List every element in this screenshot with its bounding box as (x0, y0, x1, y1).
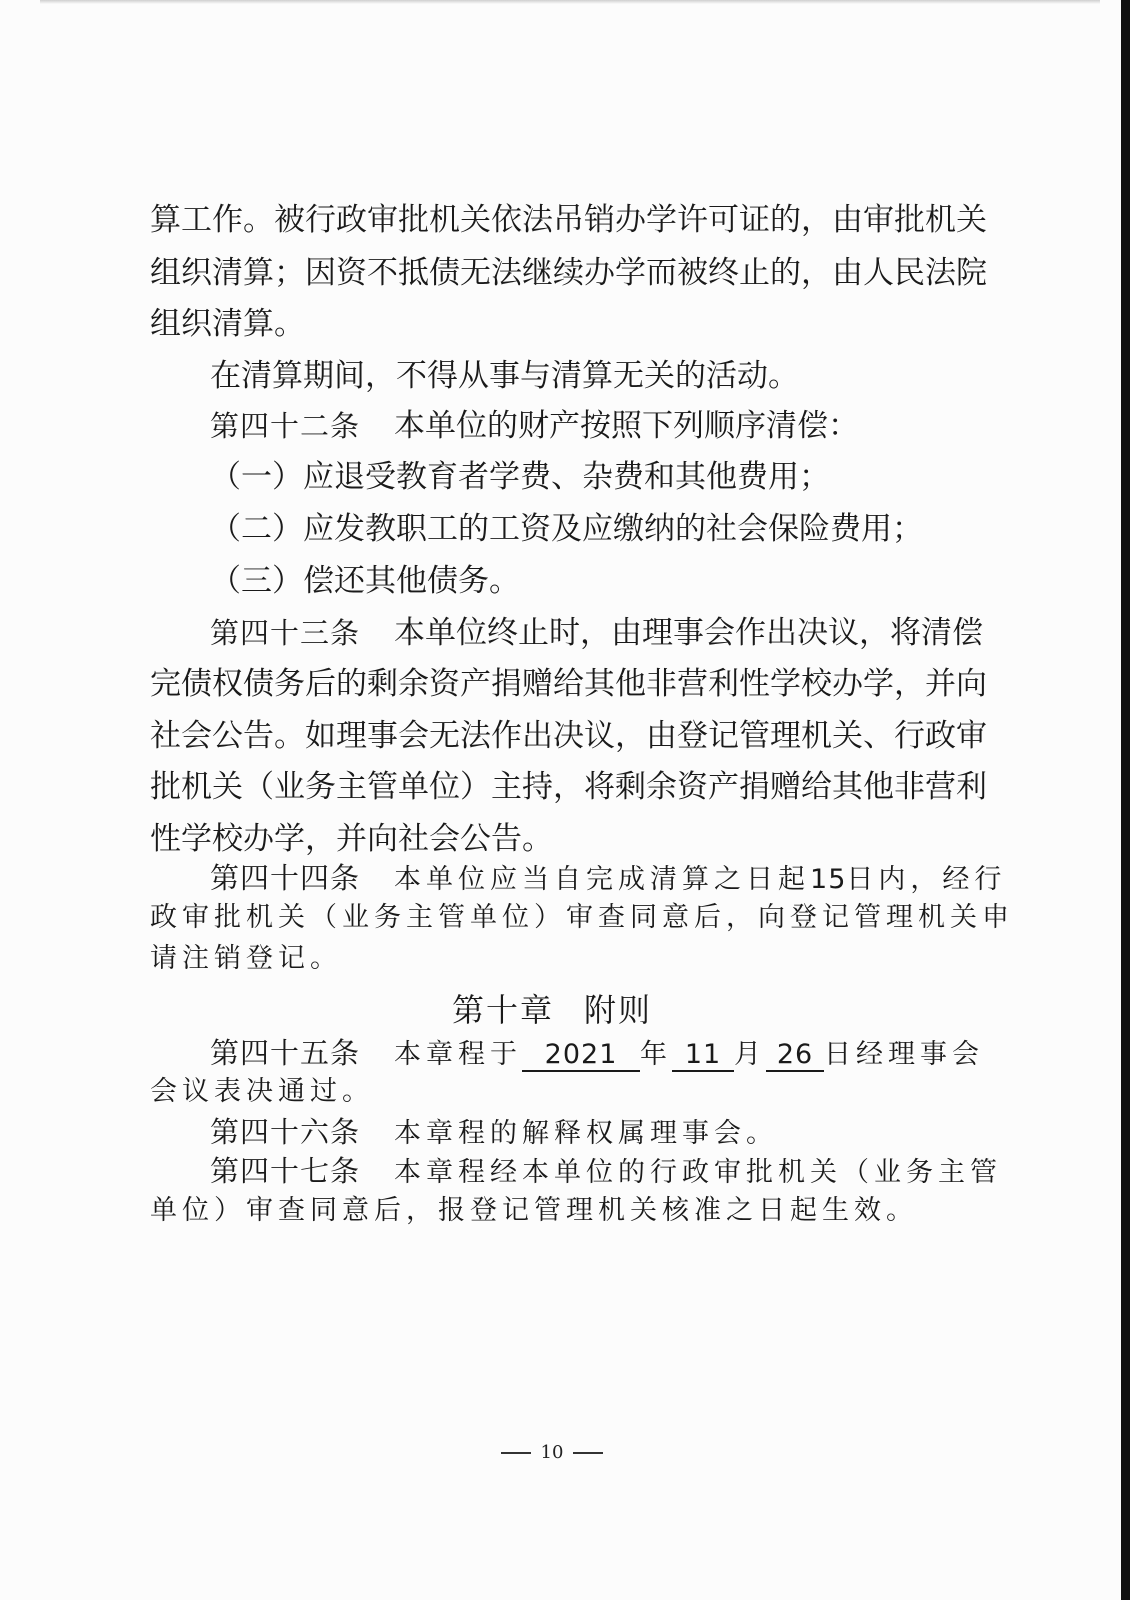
article-number: 第四十四条 (210, 861, 361, 895)
chapter-name: 附则 (584, 991, 653, 1029)
article-text: 日经理事会 (824, 1039, 985, 1070)
article-number: 第四十七条 (210, 1154, 361, 1188)
chapter-title: 第十章 (451, 991, 554, 1029)
page-number: 10 (540, 1442, 564, 1463)
month-field: 11 (672, 1040, 734, 1072)
article-text: 本章程于 (394, 1039, 523, 1070)
list-item: （二）应发教职工的工资及应缴纳的社会保险费用； (210, 511, 923, 547)
text-line: 在清算期间，不得从事与清算无关的活动。 (210, 358, 799, 394)
text-line: 请注销登记。 (150, 943, 342, 974)
text-line: 组织清算；因资不抵债无法继续办学而被终止的，由人民法院 (150, 255, 987, 291)
article-text: 本章程经本单位的行政审批机关（业务主管 (394, 1157, 1003, 1188)
text-line: 完债权债务后的剩余资产捐赠给其他非营利性学校办学，并向 (150, 666, 987, 702)
article-44 (210, 860, 1006, 896)
text-line: 会议表决通过。 (150, 1076, 374, 1107)
text-line: 单位）审查同意后，报登记管理机关核准之日起生效。 (150, 1195, 918, 1226)
dash-right (573, 1452, 603, 1454)
article-number: 第四十三条 (210, 616, 361, 650)
article-number: 第四十二条 (210, 409, 361, 443)
list-item: （一）应退受教育者学费、杂费和其他费用； (210, 459, 830, 495)
day-field: 26 (766, 1040, 824, 1072)
day-count: 15 (810, 864, 847, 895)
year-unit: 年 (640, 1039, 673, 1070)
article-46 (210, 1114, 778, 1150)
article-text: 本单位终止时，由理事会作出决议，将清偿 (394, 615, 984, 651)
article-45 (210, 1035, 984, 1071)
chapter-heading (0, 985, 1104, 1031)
year-field: 2021 (522, 1040, 640, 1072)
text-line: 社会公告。如理事会无法作出决议，由登记管理机关、行政审 (150, 718, 987, 754)
text-line: 性学校办学，并向社会公告。 (150, 821, 553, 857)
article-text: 本单位的财产按照下列顺序清偿： (394, 408, 860, 444)
text-line: 政审批机关（业务主管单位）审查同意后，向登记管理机关申 (150, 902, 1014, 933)
article-number: 第四十六条 (210, 1115, 361, 1149)
article-42 (210, 406, 859, 446)
article-text: 本章程的解释权属理事会。 (394, 1118, 779, 1149)
text-line: 批机关（业务主管单位）主持，将剩余资产捐赠给其他非营利 (150, 769, 987, 805)
scan-edge-top (40, 0, 1100, 4)
list-item: （三）偿还其他债务。 (210, 563, 520, 599)
article-text: 日内，经行 (846, 864, 1007, 895)
page-footer (0, 1442, 1104, 1463)
month-unit: 月 (734, 1039, 767, 1070)
article-43 (210, 613, 983, 653)
dash-left (501, 1452, 531, 1454)
article-47 (210, 1153, 1002, 1189)
text-line: 组织清算。 (150, 306, 305, 342)
scan-edge-right (1121, 0, 1130, 1600)
article-text: 本单位应当自完成清算之日起 (394, 864, 811, 895)
text-line: 算工作。被行政审批机关依法吊销办学许可证的，由审批机关 (150, 202, 987, 238)
article-number: 第四十五条 (210, 1036, 361, 1070)
